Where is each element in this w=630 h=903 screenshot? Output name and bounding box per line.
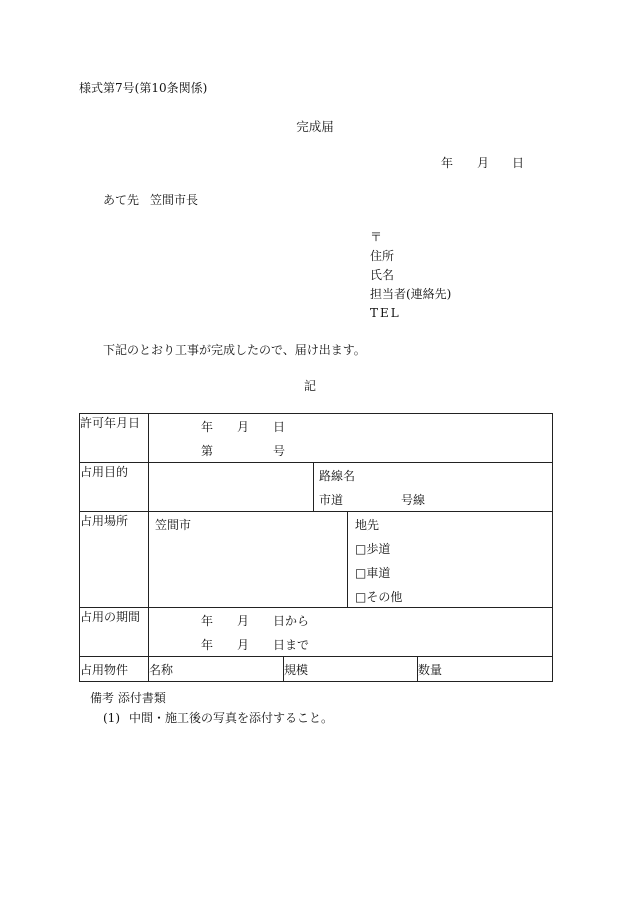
purpose-label: 占用目的 [80, 463, 149, 512]
route-cell [314, 463, 553, 512]
route-name-label: 路線名 [319, 469, 356, 483]
period-start-year: 年 [201, 614, 214, 628]
permit-go-label: 号 [273, 444, 286, 458]
permit-date-label: 許可年月日 [80, 414, 149, 463]
location-row [80, 512, 553, 608]
items-row [80, 657, 553, 682]
period-end-month: 月 [237, 638, 250, 652]
period-end-day: 日まで [273, 638, 310, 652]
item-scale-label: 規模 [284, 657, 418, 682]
location-city-cell [149, 512, 348, 608]
ki-heading: 記 [303, 379, 316, 393]
period-cell [149, 608, 553, 657]
purpose-row [80, 463, 553, 512]
area-label: 地先 [355, 518, 380, 532]
period-row [80, 608, 553, 657]
period-end-year: 年 [201, 638, 214, 652]
option-sidewalk: □歩道 [355, 542, 391, 556]
permit-row [80, 414, 553, 463]
address-label: 住所 [370, 249, 395, 263]
contact-label: 担当者(連絡先) [370, 287, 452, 301]
location-label: 占用場所 [80, 512, 149, 608]
option-roadway: □車道 [355, 566, 391, 580]
tel-label: TEL [370, 306, 401, 320]
name-label: 氏名 [370, 268, 395, 282]
road-prefix: 市道 [319, 493, 344, 507]
date-month-label: 月 [477, 156, 490, 170]
location-area-cell [348, 512, 553, 608]
purpose-value-cell [149, 463, 314, 512]
period-label: 占用の期間 [80, 608, 149, 657]
permit-dai-label: 第 [201, 444, 214, 458]
addressee-prefix: あて先 [103, 193, 140, 207]
location-city: 笠間市 [155, 518, 192, 532]
addressee-name: 笠間市長 [150, 193, 199, 207]
remarks-title: 備考 添付書類 [90, 691, 166, 705]
remark-text: 中間・施工後の写真を添付すること。 [129, 711, 334, 725]
permit-month-label: 月 [237, 420, 250, 434]
permit-day-label: 日 [273, 420, 286, 434]
date-day-label: 日 [512, 156, 525, 170]
date-year-label: 年 [441, 156, 454, 170]
option-other: □その他 [355, 590, 403, 604]
items-label: 占用物件 [80, 657, 149, 682]
postal-mark: 〒 [370, 230, 383, 244]
details-table [79, 413, 553, 682]
road-suffix: 号線 [401, 493, 426, 507]
period-start-month: 月 [237, 614, 250, 628]
document-title: 完成届 [296, 119, 334, 134]
item-name-label: 名称 [149, 657, 284, 682]
form-number: 様式第7号(第10条関係) [79, 81, 208, 95]
permit-year-label: 年 [201, 420, 214, 434]
period-start-day: 日から [273, 614, 310, 628]
remark-number: (1) [103, 711, 120, 725]
statement-text: 下記のとおり工事が完成したので、届け出ます。 [103, 343, 366, 357]
item-quantity-label: 数量 [418, 657, 553, 682]
permit-date-cell [149, 414, 553, 463]
